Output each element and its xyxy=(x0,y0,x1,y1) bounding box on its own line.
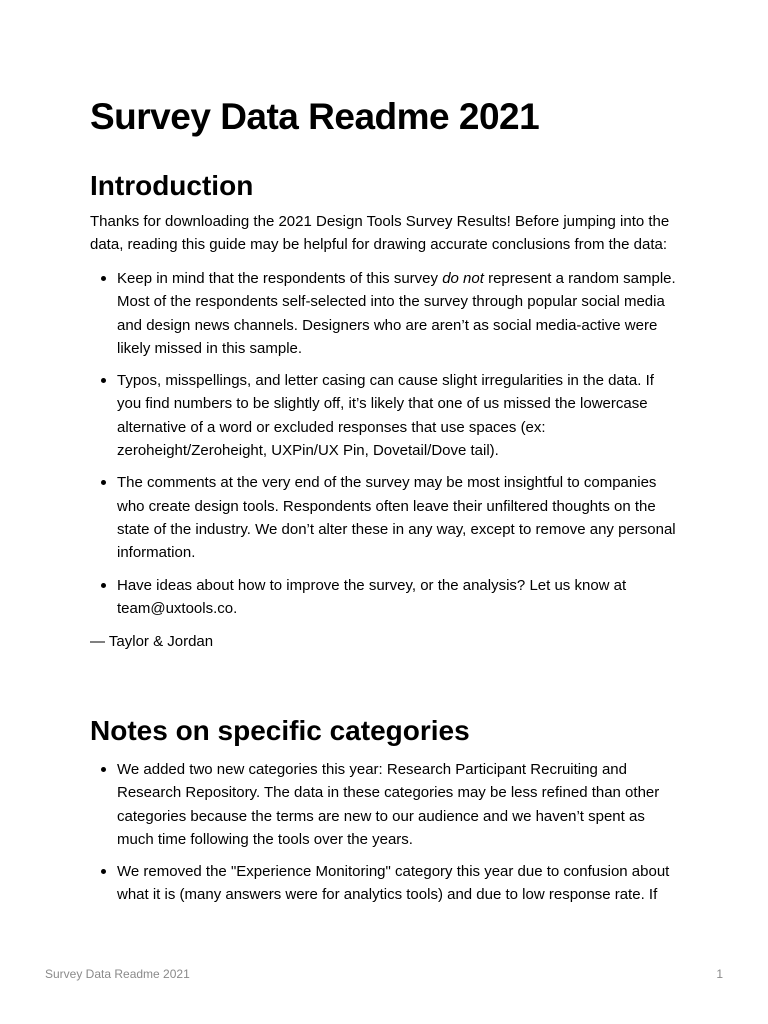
list-item xyxy=(90,758,680,851)
introduction-list xyxy=(90,267,680,629)
notes-heading: Notes on specific categories xyxy=(90,715,470,746)
page-number: 1 xyxy=(716,967,723,981)
list-item xyxy=(90,267,680,360)
list-item-text: Typos, misspellings, and letter casing can cause slight irregularities in the data. If you find numbers to be slightly off, it’s likely that one of us missed the lowercase alternative of a word or excluded responses that use spaces (ex: zeroheight/Zeroheight, UXPin/UX Pin, Dovetail/Dove tail). xyxy=(117,372,654,460)
list-item xyxy=(90,471,680,564)
bullet-icon xyxy=(101,869,106,874)
list-item-text: Have ideas about how to improve the survey, or the analysis? Let us know at team@uxtools.co. xyxy=(117,576,627,617)
list-item xyxy=(90,860,680,907)
list-item-text: The comments at the very end of the survey may be most insightful to companies who create design tools. Respondents often leave their unfiltered thoughts on the state of the industry. We don’t alter these in any way, except to remove any personal information. xyxy=(117,474,676,562)
list-item xyxy=(90,369,680,462)
list-item-text: We removed the "Experience Monitoring" category this year due to confusion about what it is (many answers were for analytics tools) and due to low response rate. If xyxy=(117,863,670,904)
bullet-icon xyxy=(101,767,106,772)
introduction-heading: Introduction xyxy=(90,170,254,201)
footer-title: Survey Data Readme 2021 xyxy=(45,967,190,981)
list-item-text-start: Keep in mind that the respondents of this survey xyxy=(117,270,443,287)
list-item-emphasis: do not xyxy=(442,270,484,287)
bullet-icon xyxy=(101,480,106,485)
document-title: Survey Data Readme 2021 xyxy=(90,96,540,137)
signature: — Taylor & Jordan xyxy=(90,633,214,650)
notes-list xyxy=(90,758,680,916)
list-item-text: We added two new categories this year: Research Participant Recruiting and Research Repository. The data in these categories may be less refined than other categories because the terms are new to our audience and we haven’t spent as much time following the tools over the years. xyxy=(117,761,660,848)
introduction-paragraph: Thanks for downloading the 2021 Design Tools Survey Results! Before jumping into the data, reading this guide may be helpful for drawing accurate conclusions from the data: xyxy=(90,213,670,254)
list-item-text-end: represent a random sample. Most of the respondents self-selected into the survey through popular social media and design news channels. Designers who are aren’t as social media-active were likely missed in this sample. xyxy=(117,270,676,357)
bullet-icon xyxy=(101,583,106,588)
list-item xyxy=(90,574,680,621)
bullet-icon xyxy=(101,378,106,383)
bullet-icon xyxy=(101,276,106,281)
